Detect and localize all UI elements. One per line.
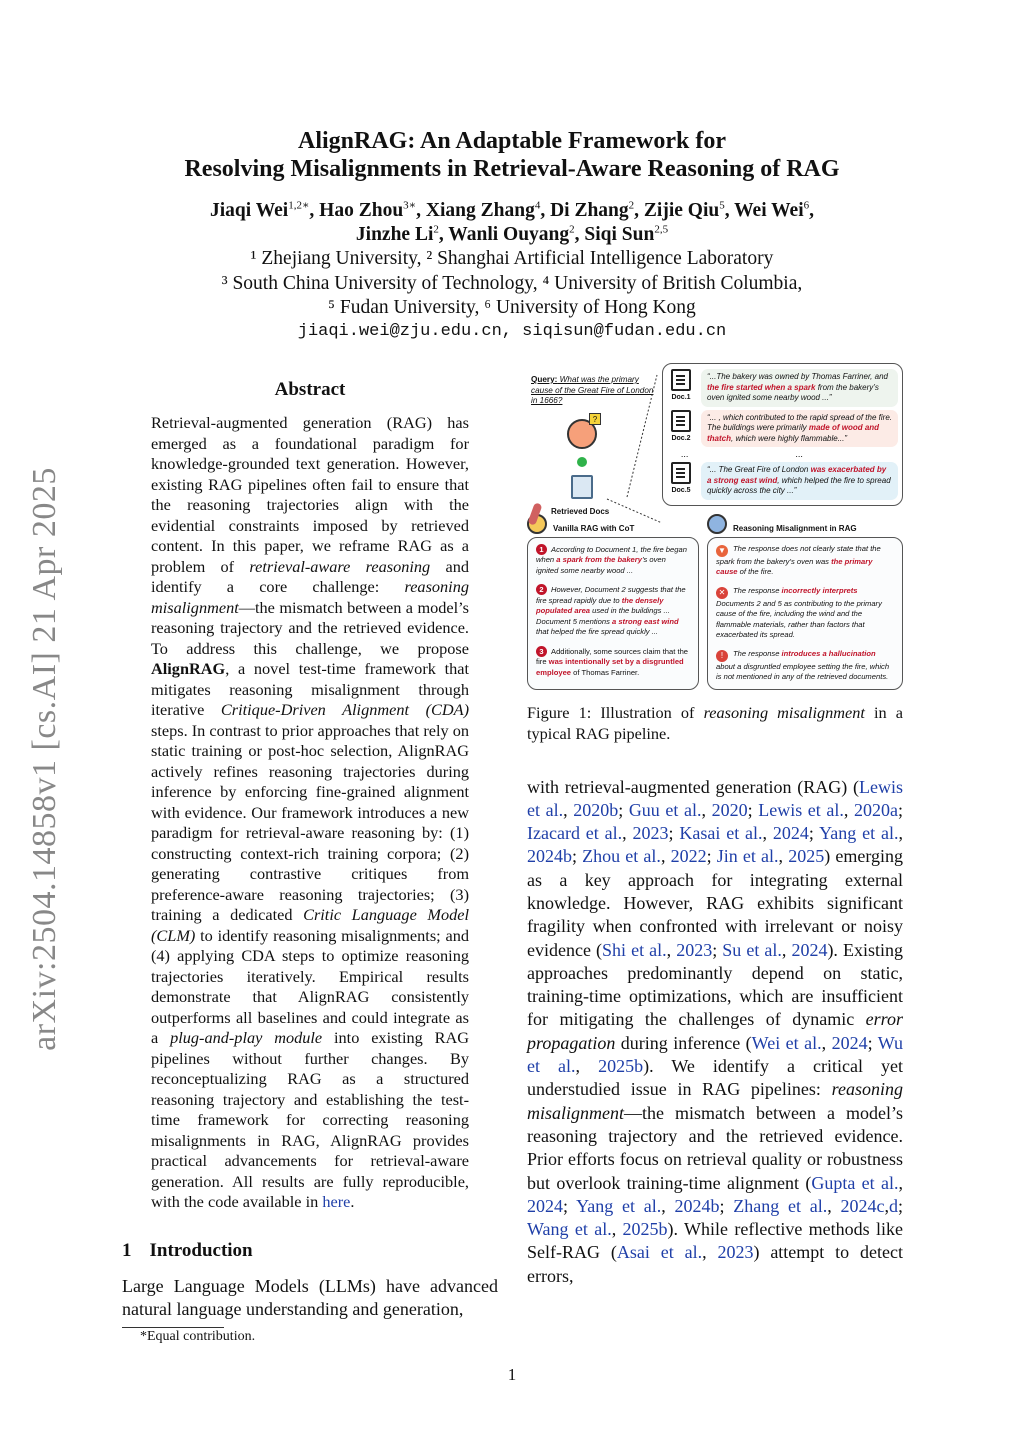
query-question: What was the primary cause of the Great Fire of London in 1666? [531,375,654,405]
error-x-icon: ✕ [716,587,728,599]
arxiv-identifier-stamp: arXiv:2504.14858v1 [cs.AI] 21 Apr 2025 [26,467,63,1051]
text-run: steps. In contrast to prior approaches that rely on static training or post-hoc selection, AlignRAG actively refines reasoning trajectories during inference by enforcing fine-grained alignment with evidence. Our framework introduces a new paradigm for retrieval-aware reasoning by: (1) constructing context-rich training corpora; (2) generating contrastive critiques from preference-aware reasoning trajectories; (3) training a dedicated [151,720,469,924]
doc-row [669,410,898,448]
author-affiliation-marker: 5 [719,199,725,212]
section-number: 1 [122,1239,132,1261]
text-run: , [843,799,854,820]
author-affiliation-marker: 2 [569,223,575,236]
highlighted-text: a spark from the bakery [556,555,642,564]
connector-lines [527,363,662,533]
text-run: The response does not clearly state that the spark from the bakery’s oven was [716,543,881,566]
text-run: ). We identify a critical yet understudied issue in RAG pipelines: [527,1056,904,1100]
citation-link[interactable]: Yang et al. [576,1195,662,1216]
text-run: and identify a core challenge: [151,556,469,596]
left-column [122,378,498,1346]
section-title: Introduction [149,1239,253,1261]
text-run: —the mismatch between a model’s reasoning trajectory and the retrieved evidence. Prior efforts focus on retrieval quality or robustness but overlook training-time alignment ( [527,1102,903,1193]
author-affiliation-marker: 2 [433,223,439,236]
step-text [536,545,687,575]
doc-row [669,462,898,500]
affiliation-line: ³ South China University of Technology, ⁴ University of British Columbia, [221,272,803,294]
text-run: , [702,1242,718,1263]
text-run: “... The Great Fire of London [707,465,811,474]
author-affiliation-marker: 2 [628,199,635,212]
text-run: reasoning misalignment [151,577,469,617]
text-run: . [350,1192,355,1211]
doc-snippet-5 [701,462,898,500]
critique-item [716,544,894,578]
text-run: , [762,823,773,844]
text-run: Critic Language Model (CLM) [151,905,470,945]
text-run: reasoning misalignment [703,702,865,722]
text-run: ) attempt to detect errors, [527,1242,903,1286]
step-number-badge: 3 [536,646,547,657]
citation-link[interactable]: here [322,1192,351,1211]
citation-link[interactable]: Lewis et al. [527,776,903,820]
text-run: ). While reflective methods like Self-RAG ( [527,1219,903,1263]
author-affiliation-marker: 6 [803,199,810,212]
citation-link[interactable]: 2024 [831,1032,868,1053]
text-run: ; [867,1032,878,1053]
citation-link[interactable]: Yang et al. [819,823,899,844]
citation-link[interactable]: d [888,1195,898,1216]
document-icon [671,410,691,432]
doc-snippet-2 [701,410,898,448]
warning-icon: ! [716,650,728,662]
text-run: , [898,1172,903,1193]
thumbs-down-icon: ▼ [716,545,728,557]
text-run: used in the buildings ... Document 5 mentions [536,606,670,626]
text-run: , [563,799,574,820]
text-run: , [661,1195,675,1216]
retrieved-docs-label: Retrieved Docs [551,507,610,516]
text-run: , which were highly flammable...” [731,433,848,443]
doc-label: Doc.5 [671,487,691,494]
text-run: to identify reasoning misalignments; and (4) applying CDA steps to optimize reasoning trajectories iteratively. Empirical results demonstrate that AlignRAG consistently outperforms all baselines and could integrate as a [151,925,469,1047]
text-run: ; [563,1195,577,1216]
right-column [527,363,903,1288]
reasoning-step [536,544,690,577]
reasoning-step [536,584,690,638]
doc-label: Doc.2 [671,434,691,442]
highlighted-text: made of wood and thatch [707,423,880,443]
critique-item [716,586,894,641]
abstract-heading: Abstract [274,379,346,400]
affiliation-line: ¹ Zhejiang University, ² Shanghai Artificial Intelligence Laboratory [250,248,774,269]
doc-snippet-1 [701,369,898,407]
citation-link[interactable]: 2024b [674,1195,720,1216]
text-run: , which helped the fire to spread quickly across the city ...” [707,475,891,495]
citation-link[interactable]: 2024c [840,1195,885,1216]
text-run: that helped the fire spread quickly ... [536,627,658,636]
text-run: ; [747,799,759,820]
text-run: , [827,1195,841,1216]
affiliations [0,247,1024,321]
citation-link[interactable]: Su et al. [722,939,782,960]
reasoning-step [536,646,690,679]
text-run: ; [572,846,583,867]
highlighted-text: introduces a hallucination [781,648,876,658]
citation-link[interactable]: Zhou et al. [582,846,661,867]
citation-link[interactable]: Asai et al. [616,1242,703,1263]
citation-link[interactable]: 2023 [717,1242,754,1263]
text-run: The response [733,585,782,595]
figure-1 [527,363,903,690]
ellipsis: ... [681,449,689,459]
citation-link[interactable]: Kasai et al. [679,823,763,844]
text-run: Additionally, some sources claim that the fire [536,646,689,666]
text-run: ; [618,799,629,820]
citation-link[interactable]: Wu et al. [527,1032,904,1077]
author-name: Jiaqi Wei [209,200,289,221]
query-label: Query: [531,375,558,384]
section-heading-introduction [122,1239,498,1263]
query-area [527,363,662,516]
highlighted-text: incorrectly interprets [781,585,858,595]
retrieved-docs-box [662,363,903,506]
citation-link[interactable]: 2024 [791,939,828,960]
text-run: Documents 2 and 5 as contributing to the primary cause of the fire, including the wind and the flammable materials, rather than factors that exacerbated its spread. [716,598,882,639]
introduction-body [122,1275,498,1322]
document-icon [671,369,691,391]
citation-link[interactable]: Gupta et al. [811,1172,899,1193]
affiliation-line: ⁵ Fudan University, ⁶ University of Hong Kong [328,297,696,318]
text-run: ; [668,823,680,844]
text-run: Figure 1: Illustration of [527,702,704,722]
step-text [536,585,686,636]
citation-link[interactable]: Izacard et al. [527,823,623,844]
highlighted-text: the densely populated area [536,595,664,615]
citation-link[interactable]: 2020 [711,799,748,820]
right-panel-column [707,512,903,690]
step-text [536,647,688,677]
left-panel-column [527,512,699,690]
authors-line-2: Jinzhe Li$^2$, Wanli Ouyang$^2$, Siqi Sun$^{2,5}$ [355,223,669,245]
citation-link[interactable]: 2025b [598,1056,644,1077]
author-name: Di Zhang [550,200,629,221]
paper-title [0,127,1024,183]
text-run: , [660,846,671,867]
highlighted-text: was exacerbated by a strong east wind [707,465,887,485]
text-run: of the fire. [737,567,774,576]
text-run: However, Document 2 suggests that the fire spread rapidly due to [536,585,686,605]
text-run: AlignRAG [151,659,226,678]
citation-link[interactable]: 2025 [788,846,825,867]
citation-link[interactable]: 2020b [573,799,619,820]
text-run: ; [719,1195,734,1216]
citation-link[interactable]: 2022 [670,846,707,867]
critique-text [716,586,882,640]
step-number-badge: 1 [536,544,547,555]
author-list [0,199,1024,247]
highlighted-text: the primary cause [716,556,873,576]
doc-row [669,369,898,407]
citation-link[interactable]: 2025b [622,1219,668,1240]
text-run: about a disgruntled employee setting the fire, which is not mentioned in any of the retrieved documents. [716,661,890,681]
right-panel-title: Reasoning Misalignment in RAG [733,523,857,533]
author-name: Xiang Zhang [425,200,535,221]
text-run: Critique-Driven Alignment (CDA) [220,700,469,719]
text-run: Retrieval-augmented generation (RAG) has emerged as a foundational paradigm for knowledge-grounded text generation. However, existing RAG pipelines often fail to ensure that the reasoning trajectories align with the evidential constraints imposed by retrieved content. In this paper, we reframe RAG as a problem of [151,413,469,576]
text-run: ; [706,846,717,867]
misalignment-panel [707,537,903,690]
text-run: retrieval-aware reasoning [249,556,431,576]
question-mark-icon: ? [589,413,601,425]
abstract-body [151,413,469,1213]
text-run: with retrieval-augmented generation (RAG) ( [527,776,859,797]
step-number-badge: 2 [536,584,547,595]
highlighted-text: a strong east wind [611,616,679,626]
author-affiliation-marker: 2,5 [654,223,669,236]
contact-emails: jiaqi.wei@zju.edu.cn, siqisun@fudan.edu.cn [297,322,727,341]
author-name: Wanli Ouyang [448,224,570,245]
text-run: —the mismatch between a model’s reasoning trajectory and the retrieved evidence. To address this challenge, we propose [151,597,469,658]
text-run: of Thomas Farriner. [571,667,640,677]
figure-bottom-row [527,512,903,690]
citation-link[interactable]: 2023 [676,939,713,960]
critic-avatar-icon [707,514,727,534]
text-run: reasoning misalignment [527,1079,903,1123]
authors-line-1: Jiaqi Wei$^{1,2∗}$, Hao Zhou$^{3∗}$, Xiang Zhang$^4$, Di Zhang$^2$, Zijie Qiu$^5$, Wei Wei$^6$, [209,199,815,221]
text-run: , [622,823,633,844]
citation-link[interactable]: Guu et al. [628,799,702,820]
critique-item [716,649,894,683]
highlighted-text: the fire started when a spark [707,382,816,392]
left-panel-title: Vanilla RAG with CoT [553,523,635,533]
citation-link[interactable]: 2020a [854,799,898,820]
text-run: ’s oven ignited some nearby wood ... [536,555,666,575]
text-run: from the bakery’s oven ignited some nearby wood ...” [707,382,879,402]
citation-link[interactable]: Lewis et al. [758,799,844,820]
right-column-body [527,776,903,1289]
author-name: Jinzhe Li [355,224,434,245]
citation-link[interactable]: 2024 [527,1195,563,1216]
text-run: According to Document 1, the fire began when [536,544,687,564]
ellipsis-row [669,450,898,459]
text-run: , [778,846,789,867]
text-run: , [666,939,677,960]
critique-text [716,544,881,577]
text-run: ; [898,799,904,820]
citation-link[interactable]: Wang et al. [527,1219,612,1240]
text-run: , [898,823,903,844]
text-run: during inference ( [615,1032,752,1053]
critique-text [716,649,889,682]
citation-link[interactable]: Shi et al. [602,939,667,960]
footnote: *Equal contribution. [140,1329,256,1345]
ellipsis: ... [795,449,804,459]
title-line-2: Resolving Misalignments in Retrieval-Aware Reasoning of RAG [184,156,840,182]
citation-link[interactable]: 2024b [527,846,572,867]
doc-label: Doc.1 [671,394,691,401]
text-run: The response [733,648,782,658]
citation-link[interactable]: Jin et al. [716,846,779,867]
text-run: , [884,1195,889,1216]
text-run: ; [897,1195,903,1216]
author-affiliation-marker: 1,2∗ [288,199,310,212]
citation-link[interactable]: 2023 [632,823,669,844]
text-run: , [575,1056,599,1077]
author-name: Zijie Qiu [643,200,720,221]
title-line-1: AlignRAG: An Adaptable Framework for [298,128,726,154]
text-run: plug-and-play module [170,1028,323,1047]
author-name: Siqi Sun [584,224,655,245]
vanilla-rag-panel [527,537,699,690]
text-run: , [821,1032,832,1053]
page-number: 1 [507,1365,517,1384]
document-icon [671,462,691,484]
text-run: Large Language Models (LLMs) have advanced natural language understanding and generation, [122,1275,498,1319]
text-run: ) emerging as a key approach for integrating external knowledge. However, RAG exhibits significant fragility when confronted with irrelevant or noisy evidence ( [527,846,903,960]
text-run: error propagation [527,1009,903,1053]
figure-top-row [527,363,903,516]
citation-link[interactable]: Wei et al. [751,1032,822,1053]
text-run: ). Existing approaches predominantly depend on static, training-time optimizations, which are insufficient for mitigating the challenges of dynamic [527,939,903,1030]
text-run: “...The bakery was owned by Thomas Farriner, and [707,372,888,381]
text-run: , [611,1219,623,1240]
text-run: , [781,939,792,960]
text-run: , [701,799,712,820]
author-affiliation-marker: 3∗ [403,199,417,212]
text-run: ; [808,823,820,844]
author-name: Hao Zhou [319,200,404,221]
text-run: ; [712,939,723,960]
highlighted-text: was intentionally set by a disgruntled employee [536,657,684,677]
text-run: “... , which contributed to the rapid spread of the fire. The buildings were primarily [707,412,892,432]
text-run: into existing RAG pipelines without further changes. By reconceptualizing RAG as a structured reasoning trajectory and establishing the test-time framework for correcting reasoning misalignments in RAG, AlignRAG provides practical advancements for retrieval-aware generation. All results are fully reproducible, with the code available in [151,1028,469,1211]
text-run: , a novel test-time framework that mitigates reasoning misalignment through iterative [151,659,469,719]
citation-link[interactable]: 2024 [772,823,809,844]
author-name: Wei Wei [734,200,804,221]
citation-link[interactable]: Zhang et al. [733,1195,828,1216]
figure-1-caption [527,702,903,744]
author-affiliation-marker: 4 [534,199,541,212]
text-run: in a typical RAG pipeline. [527,702,904,743]
